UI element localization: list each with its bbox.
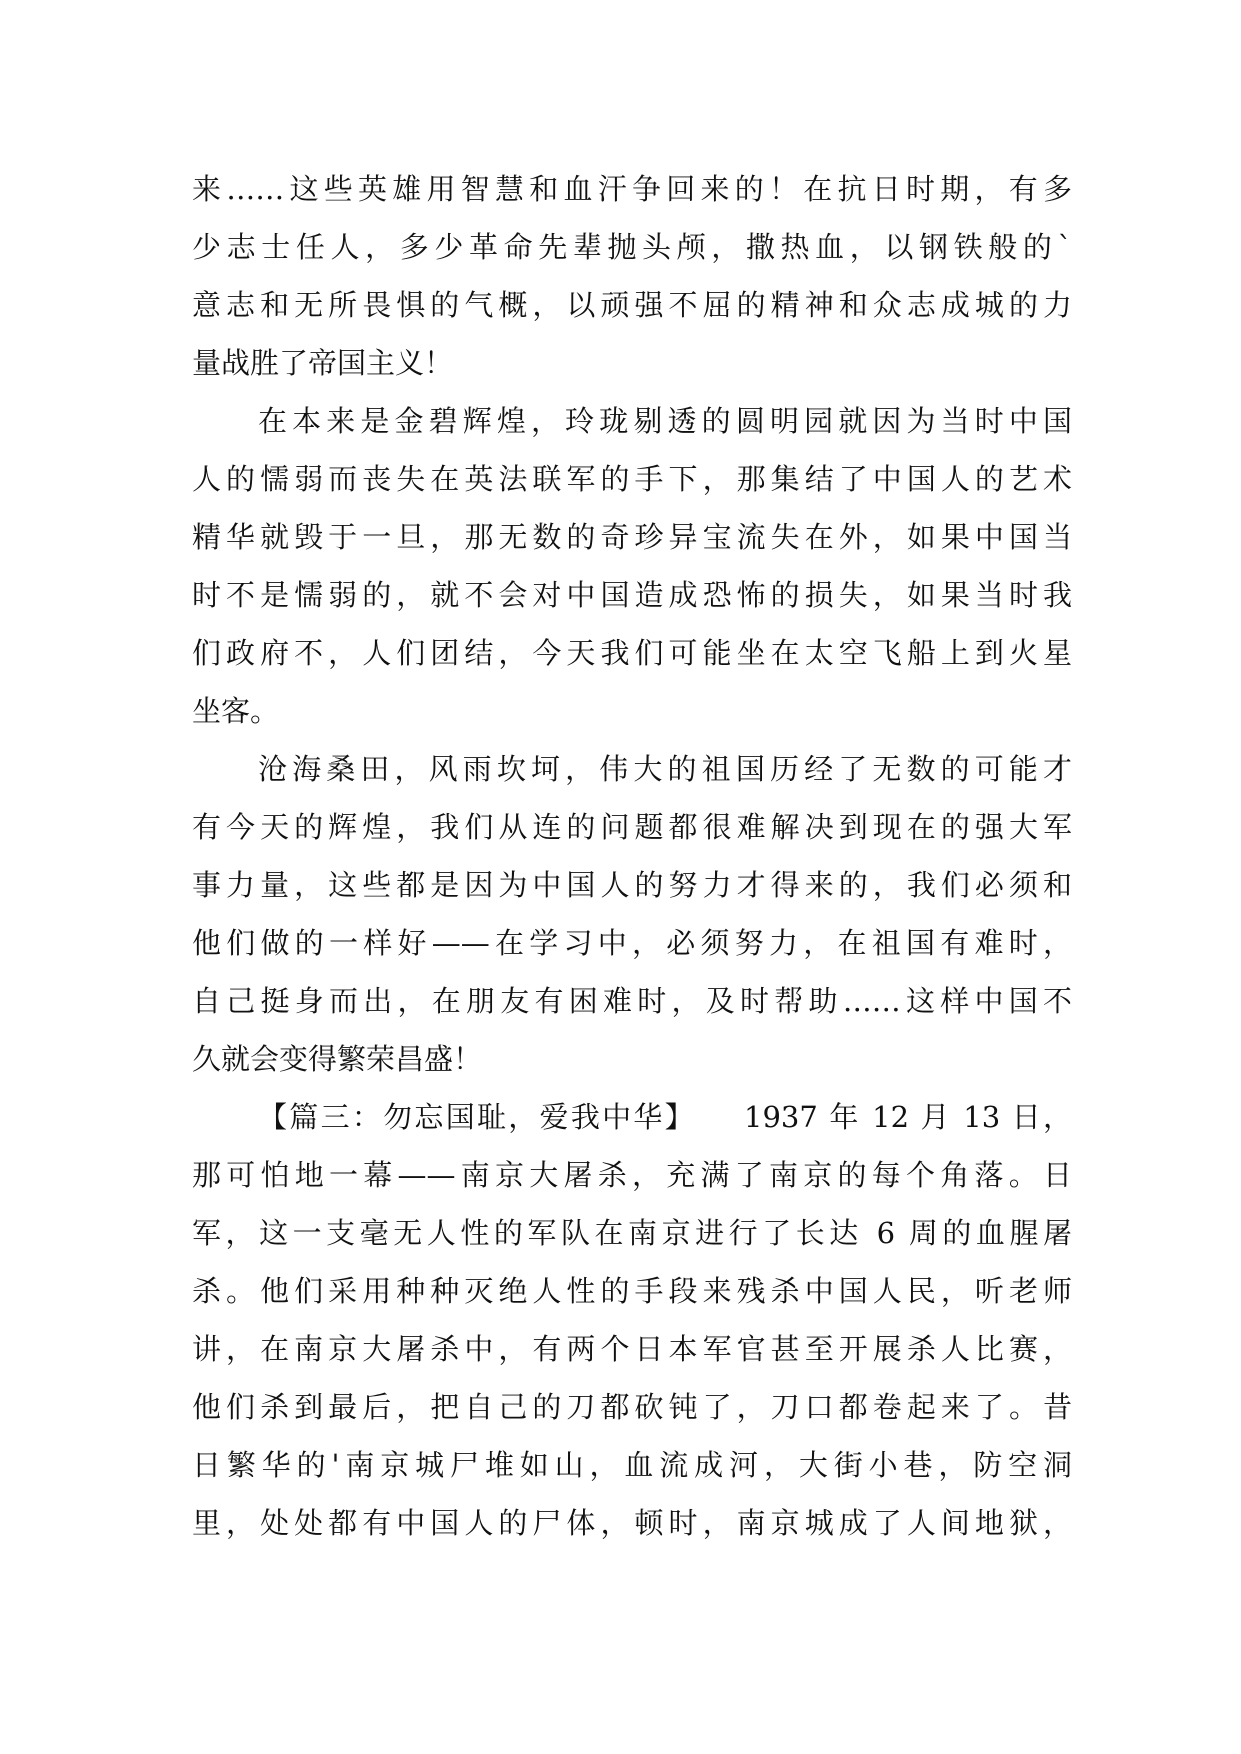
text-line: 人的懦弱而丧失在英法联军的手下，那集结了中国人的艺术 xyxy=(192,462,1072,496)
paragraph-first-line: 沧海桑田，风雨坎坷，伟大的祖国历经了无数的可能才 xyxy=(258,752,1072,786)
text-line: 杀。他们采用种种灭绝人性的手段来残杀中国人民，听老师 xyxy=(192,1274,1072,1308)
text-line: 事力量，这些都是因为中国人的努力才得来的，我们必须和 xyxy=(192,868,1072,902)
text-line: 军，这一支毫无人性的军队在南京进行了长达 6 周的血腥屠 xyxy=(192,1216,1072,1250)
text-line: 少志士任人，多少革命先辈抛头颅，撒热血，以钢铁般的` xyxy=(192,230,1072,264)
paragraph-first-line: 在本来是金碧辉煌，玲珑剔透的圆明园就因为当时中国 xyxy=(258,404,1072,438)
text-line: 那可怕地一幕——南京大屠杀，充满了南京的每个角落。日 xyxy=(192,1158,1072,1192)
text-line: 他们杀到最后，把自己的刀都砍钝了，刀口都卷起来了。昔 xyxy=(192,1390,1072,1424)
text-line: 来……这些英雄用智慧和血汗争回来的！在抗日时期，有多 xyxy=(192,172,1072,206)
text-line: 们政府不，人们团结，今天我们可能坐在太空飞船上到火星 xyxy=(192,636,1072,670)
text-line: 日繁华的'南京城尸堆如山，血流成河，大街小巷，防空洞 xyxy=(192,1448,1072,1482)
article-body xyxy=(192,160,1072,1552)
text-line: 时不是懦弱的，就不会对中国造成恐怖的损失，如果当时我 xyxy=(192,578,1072,612)
text-line: 里，处处都有中国人的尸体，顿时，南京城成了人间地狱， xyxy=(192,1506,1072,1540)
text-line: 意志和无所畏惧的气概，以顽强不屈的精神和众志成城的力 xyxy=(192,288,1072,322)
text-line: 自己挺身而出，在朋友有困难时，及时帮助……这样中国不 xyxy=(192,984,1072,1018)
text-line: 精华就毁于一旦，那无数的奇珍异宝流失在外，如果中国当 xyxy=(192,520,1072,554)
text-line: 有今天的辉煌，我们从连的问题都很难解决到现在的强大军 xyxy=(192,810,1072,844)
section-heading-line: 【篇三：勿忘国耻，爱我中华】 1937 年 12 月 13 日， xyxy=(258,1100,1072,1134)
text-line: 他们做的一样好——在学习中，必须努力，在祖国有难时， xyxy=(192,926,1072,960)
text-line: 量战胜了帝国主义！ xyxy=(192,346,454,380)
text-line: 讲，在南京大屠杀中，有两个日本军官甚至开展杀人比赛， xyxy=(192,1332,1072,1366)
text-line: 久就会变得繁荣昌盛！ xyxy=(192,1042,483,1076)
text-line: 坐客。 xyxy=(192,694,280,728)
